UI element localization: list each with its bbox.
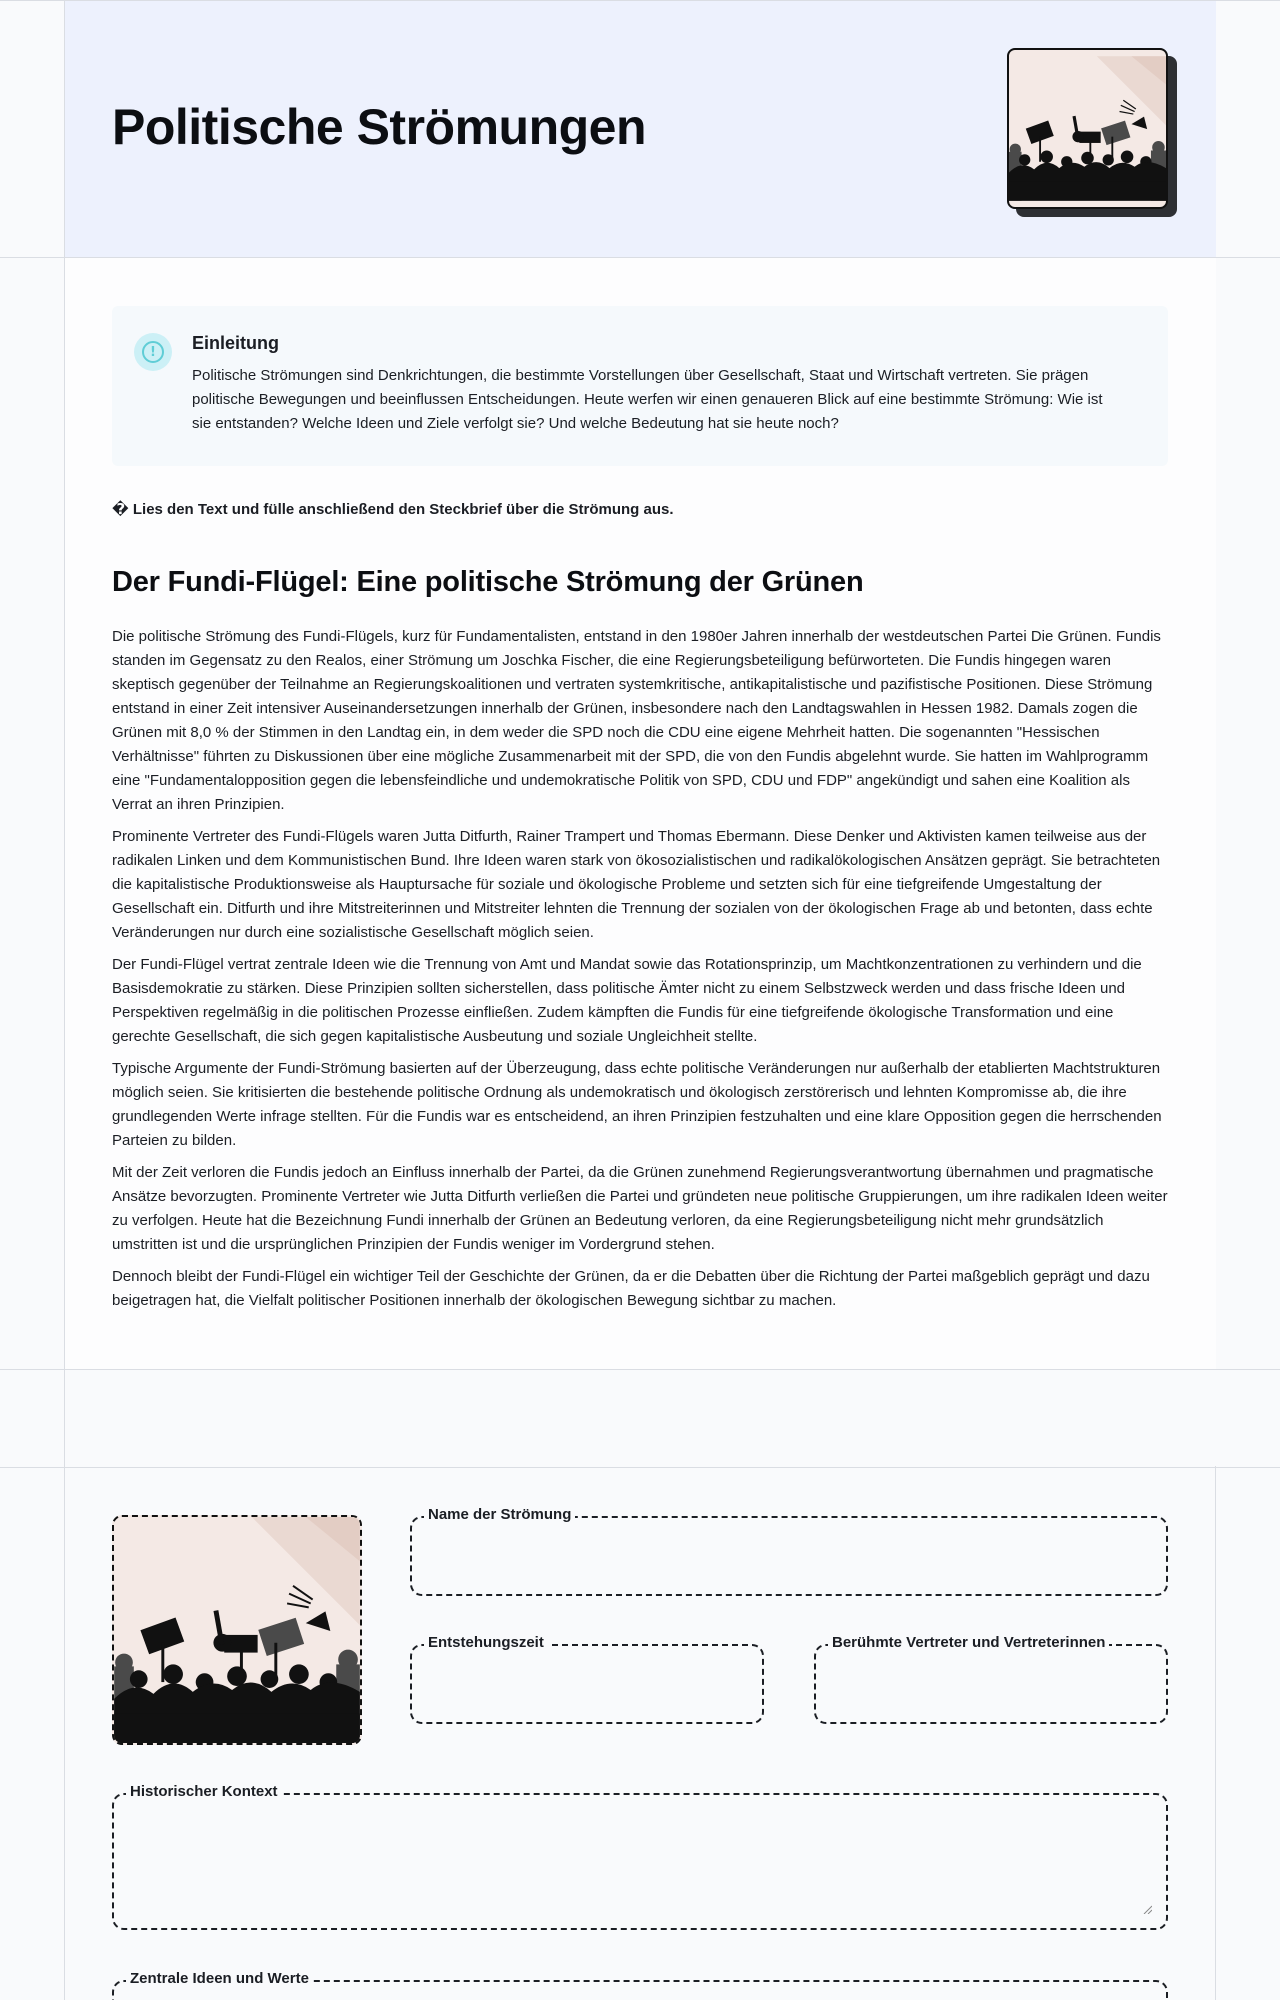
header-image <box>1007 48 1168 209</box>
protest-crowd-illustration <box>114 1517 360 1743</box>
article-paragraph: Typische Argumente der Fundi-Strömung basierten auf der Überzeugung, dass echte politische Veränderungen nur außerhalb der etablierten Machtstrukturen möglich seien. Sie kritisierten die bestehende politische Ordnung als undemokratisch und ökologisch zerstörerisch und lehnten Kompromisse ab, die ihre grundlegenden Werte infrage stellten. Für die Fundis war es entscheidend, an ihren Prinzipien festzuhalten und eine klare Opposition gegen die herrschenden Parteien zu bilden. <box>112 1060 1162 1149</box>
representatives-field-label: Berühmte Vertreter und Vertreterinnen <box>828 1634 1109 1651</box>
name-field-label: Name der Strömung <box>424 1506 575 1523</box>
origin-field <box>410 1634 764 1724</box>
name-field <box>410 1506 1168 1596</box>
context-textarea[interactable] <box>114 1795 1166 1928</box>
article-paragraph: Die politische Strömung des Fundi-Flügels, kurz für Fundamentalisten, entstand in den 1980er Jahren innerhalb der westdeutschen Partei Die Grünen. Fundis standen im Gegensatz zu den Realos, einer Strömung um Joschka Fischer, die eine Regierungsbeteiligung befürworteten. Die Fundis hingegen waren skeptisch gegenüber der Teilnahme an Regierungskoalitionen und vertraten systemkritische, antikapitalistische und pazifistische Positionen. Diese Strömung entstand in einer Zeit intensiver Auseinandersetzungen innerhalb der Grünen, insbesondere nach den Landtagswahlen in Hessen 1982. Damals zogen die Grünen mit 8,0 % der Stimmen in den Landtag ein, in dem weder die SPD noch die CDU eine eigene Mehrheit hatten. Die sogenannten "Hessischen Verhältnisse" führten zu Diskussionen über eine mögliche Zusammenarbeit mit der SPD, die von den Fundis abgelehnt wurde. Sie hatten im Wahlprogramm eine "Fundamentalopposition gegen die lebensfeindliche und undemokratische Politik von SPD, CDU und FDP" angekündigt und sahen eine Koalition als Verrat an ihren Prinzipien. <box>112 628 1161 813</box>
instruction-text: � Lies den Text und fülle anschließend den Steckbrief über die Strömung aus. <box>112 501 674 518</box>
article-paragraph: Dennoch bleibt der Fundi-Flügel ein wichtiger Teil der Geschichte der Grünen, da er die Debatten über die Richtung der Partei maßgeblich geprägt und dazu beigetragen hat, die Vielfalt politischer Positionen innerhalb der ökologischen Bewegung sichtbar zu machen. <box>112 1268 1150 1309</box>
origin-input[interactable] <box>412 1646 762 1722</box>
spacer-band <box>65 1370 1216 1466</box>
info-icon: ! <box>134 333 172 371</box>
section-divider <box>0 1467 1280 1468</box>
name-input[interactable] <box>412 1518 1166 1594</box>
context-field-label: Historischer Kontext <box>126 1783 282 1800</box>
representatives-field <box>814 1634 1168 1724</box>
article-paragraph: Mit der Zeit verloren die Fundis jedoch an Einfluss innerhalb der Partei, da die Grünen zunehmend Regierungsverantwortung übernahmen und pragmatische Ansätze bevorzugten. Prominente Vertreter wie Jutta Ditfurth verließen die Partei und gründeten neue politische Gruppierungen, um ihre radikalen Ideen weiter zu verfolgen. Heute hat die Bezeichnung Fundi innerhalb der Grünen an Bedeutung verloren, da eine Regierungsbeteiligung nicht mehr grundsätzlich umstritten ist und die ursprünglichen Prinzipien der Fundis weniger im Vordergrund stehen. <box>112 1164 1168 1253</box>
article-paragraph: Prominente Vertreter des Fundi-Flügels waren Jutta Ditfurth, Rainer Trampert und Thomas Ebermann. Diese Denker und Aktivisten kamen teilweise aus der radikalen Linken und dem Kommunistischen Bund. Ihre Ideen waren stark von ökosozialistischen und radikalökologischen Ansätzen geprägt. Sie betrachteten die kapitalistische Produktionsweise als Hauptursache für soziale und ökologische Probleme und setzten sich für eine tiefgreifende Umgestaltung der Gesellschaft ein. Ditfurth und ihre Mitstreiterinnen und Mitstreiter lehnten die Trennung der sozialen von der ökologischen Frage ab und betonten, dass echte Veränderungen nur durch eine sozialistische Gesellschaft möglich seien. <box>112 828 1161 941</box>
ideas-field-label: Zentrale Ideen und Werte <box>126 1970 313 1987</box>
ideas-field <box>112 1970 1168 2000</box>
form-image <box>112 1515 362 1745</box>
protest-crowd-illustration <box>1009 50 1166 207</box>
intro-text: Politische Strömungen sind Denkrichtungen, die bestimmte Vorstellungen über Gesellschaft, Staat und Wirtschaft vertreten. Sie prägen politische Bewegungen und beeinflussen Entscheidungen. Heute werfen wir einen genaueren Blick auf eine bestimmte Strömung: Wie ist sie entstanden? Welche Ideen und Ziele verfolgt sie? Und welche Bedeutung hat sie heute noch? <box>192 367 1103 432</box>
resize-grip-icon[interactable] <box>1142 1904 1152 1914</box>
article-paragraph: Der Fundi-Flügel vertrat zentrale Ideen wie die Trennung von Amt und Mandat sowie das Rotationsprinzip, um Machtkonzentrationen zu verhindern und die Basisdemokratie zu stärken. Diese Prinzipien sollten sicherstellen, dass politische Ämter nicht zu einem Selbstzweck werden und dass frische Ideen und Perspektiven regelmäßig in die politischen Prozesse einfließen. Zudem kämpften die Fundis für eine tiefgreifende ökologische Transformation und eine gerechte Gesellschaft, die sich gegen kapitalistische Ausbeutung und soziale Ungleichheit stellte. <box>112 956 1142 1045</box>
article-title: Der Fundi-Flügel: Eine politische Strömung der Grünen <box>112 566 864 598</box>
article-body <box>112 625 1172 1321</box>
page-title: Politische Strömungen <box>112 99 647 155</box>
context-field <box>112 1783 1168 1930</box>
intro-heading: Einleitung <box>192 333 279 353</box>
representatives-input[interactable] <box>816 1646 1166 1722</box>
origin-field-label: Entstehungszeit <box>424 1634 548 1651</box>
